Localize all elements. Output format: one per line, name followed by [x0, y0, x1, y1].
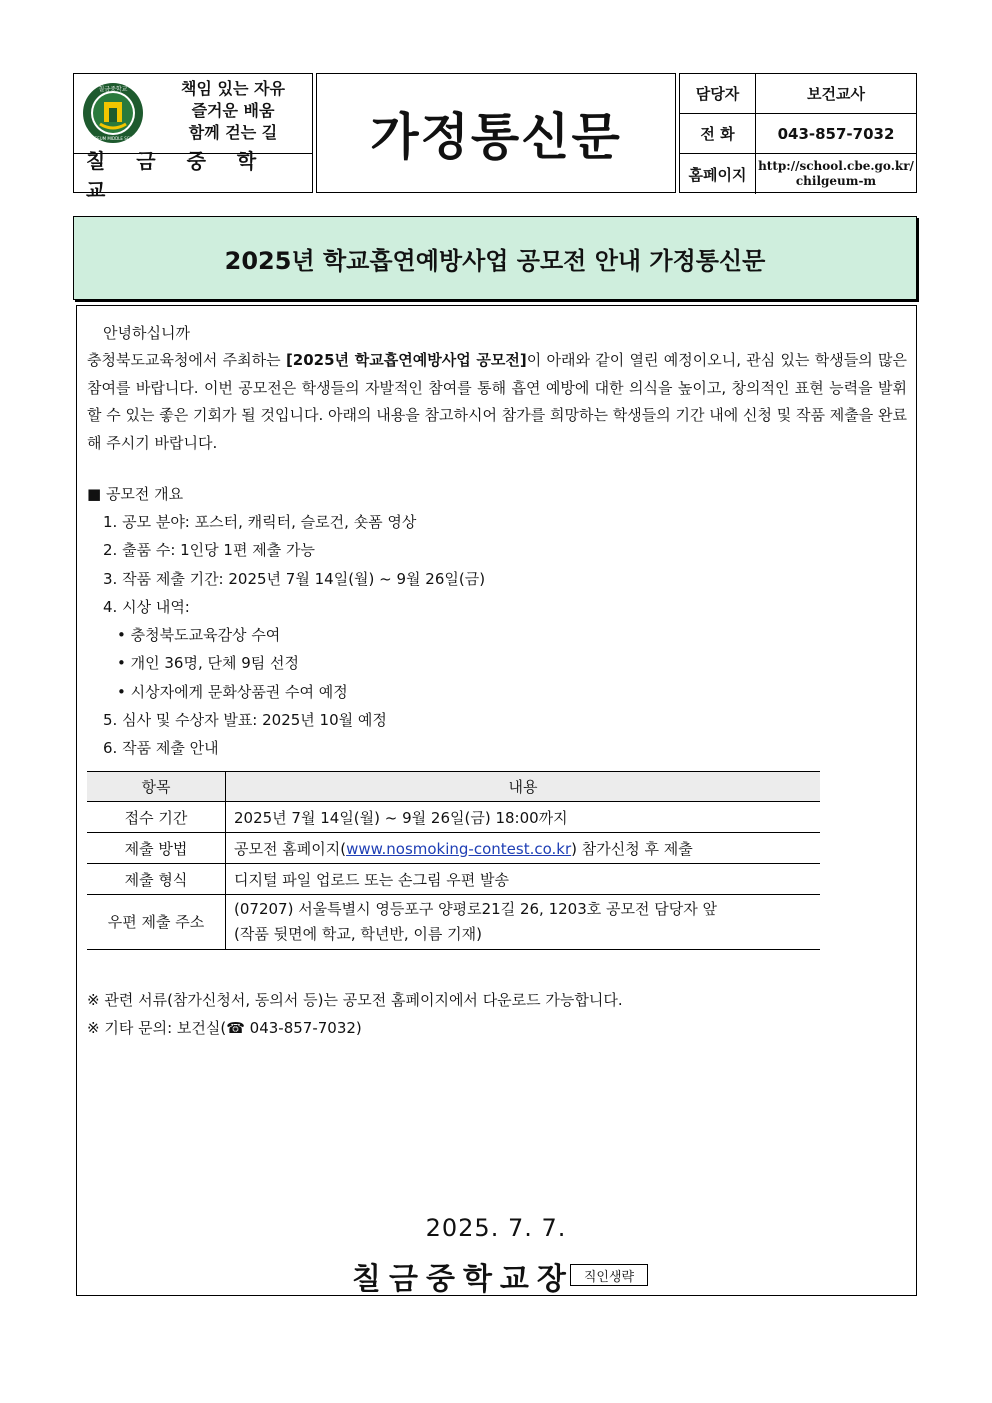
motto-line: 함께 걷는 길: [188, 123, 278, 142]
table-row: [87, 864, 820, 895]
submission-table: [87, 771, 820, 950]
intro-paragraph: [87, 347, 907, 457]
school-info-box: [73, 73, 313, 202]
address-line: (07207) 서울특별시 영등포구 양평로21길 26, 1203호 공모전 담당자 앞: [234, 900, 717, 918]
notes: [87, 986, 623, 1042]
address-note: (작품 뒷면에 학교, 학년반, 이름 기재): [234, 925, 482, 943]
homepage-link[interactable]: http://school.cbe.go.kr/ chilgeum-m: [758, 159, 914, 188]
contact-value: 043-857-7032: [777, 124, 895, 143]
list-item: 1. 공모 분야: 포스터, 캐릭터, 슬로건, 숏폼 영상: [103, 513, 417, 531]
principal-signature: 칠금중학교장: [352, 1262, 574, 1297]
list-item: 5. 심사 및 수상자 발표: 2025년 10월 예정: [103, 711, 387, 730]
document-title: 가정통신문: [316, 73, 676, 193]
list-item: 6. 작품 제출 안내: [103, 739, 219, 758]
intro-text: 충청북도교육청에서 주최하는: [87, 351, 286, 369]
table-header: 내용: [226, 772, 821, 802]
issue-date: 2025. 7. 7.: [425, 1214, 567, 1242]
overview-list: [103, 508, 485, 763]
contact-table: [679, 73, 917, 193]
contest-name: [2025년 학교흡연예방사업 공모전]: [285, 351, 527, 369]
table-cell-value: [226, 895, 821, 950]
cell-text: ) 참가신청 후 제출: [571, 839, 693, 858]
note-item: ※ 관련 서류(참가신청서, 동의서 등)는 공모전 홈페이지에서 다운로드 가능합니다.: [87, 991, 623, 1009]
award-item: • 시상자에게 문화상품권 수여 예정: [103, 678, 485, 706]
contest-website-link[interactable]: www.nosmoking-contest.co.kr: [346, 839, 572, 858]
table-row: [87, 802, 820, 833]
table-row: [87, 895, 820, 950]
school-emblem-icon: [82, 82, 144, 144]
table-cell-value: [226, 833, 821, 864]
table-cell-label: 접수 기간: [87, 802, 226, 833]
school-motto: [158, 78, 308, 144]
contact-label: 전 화: [680, 114, 756, 153]
school-name: 칠 금 중 학 교: [86, 149, 269, 202]
motto-line: 책임 있는 자유: [181, 79, 285, 98]
motto-line: 즐거운 배움: [191, 101, 275, 120]
list-item: 2. 출품 수: 1인당 1편 제출 가능: [103, 541, 315, 560]
table-header: 항목: [87, 772, 226, 802]
award-item: • 충청북도교육감상 수여: [103, 621, 485, 649]
contact-row-homepage: [680, 154, 916, 194]
list-item: 3. 작품 제출 기간: 2025년 7월 14일(월) ~ 9월 26일(금): [103, 569, 486, 588]
contact-value: 보건교사: [807, 85, 865, 103]
table-cell-label: 우편 제출 주소: [87, 895, 226, 950]
intro-text: 이 아래와 같이 열린 예정이오니, 관심 있는 학생들의 많은 참여를 바랍니다. 이번 공모전은 학생들의 자발적인 참여를 통해 흡연 예방에 대한 의식을 높이고, 창의적인 표현 능력을 발휘할 수 있는 좋은 기회가 될 것입니다. 아래의 내용을 참고하시어 참가를 희망하는 학생들의 기간 내에 신청 및 작품 제출을 완료해 주시기 바랍니다.: [87, 351, 907, 452]
contact-row-manager: [680, 74, 916, 114]
logo-text: 칠금중학교: [98, 86, 128, 93]
greeting: 안녕하십니까: [103, 324, 190, 342]
table-cell-value: 디지털 파일 업로드 또는 손그림 우편 발송: [226, 864, 821, 895]
list-item: 4. 시상 내역:: [103, 597, 190, 616]
contact-label: 담당자: [680, 74, 756, 113]
notice-title-banner: 2025년 학교흡연예방사업 공모전 안내 가정통신문: [73, 216, 917, 300]
table-header-row: [87, 772, 820, 802]
seal-omitted-stamp: 직인생략: [570, 1264, 648, 1286]
logo-ring-text: CHILGEUM MIDDLE SCHOOL: [84, 136, 142, 141]
award-item: • 개인 36명, 단체 9팀 선정: [103, 649, 485, 677]
contact-label: 홈페이지: [680, 154, 756, 194]
section-title: ■ 공모전 개요: [87, 485, 184, 503]
contact-row-phone: [680, 114, 916, 154]
table-row: [87, 833, 820, 864]
school-logo-motto: [74, 74, 312, 154]
cell-text: 공모전 홈페이지(: [234, 839, 347, 858]
table-cell-value: 2025년 7월 14일(월) ~ 9월 26일(금) 18:00까지: [226, 802, 821, 833]
table-cell-label: 제출 방법: [87, 833, 226, 864]
table-cell-label: 제출 형식: [87, 864, 226, 895]
note-item: ※ 기타 문의: 보건실(☎ 043-857-7032): [87, 1019, 362, 1037]
